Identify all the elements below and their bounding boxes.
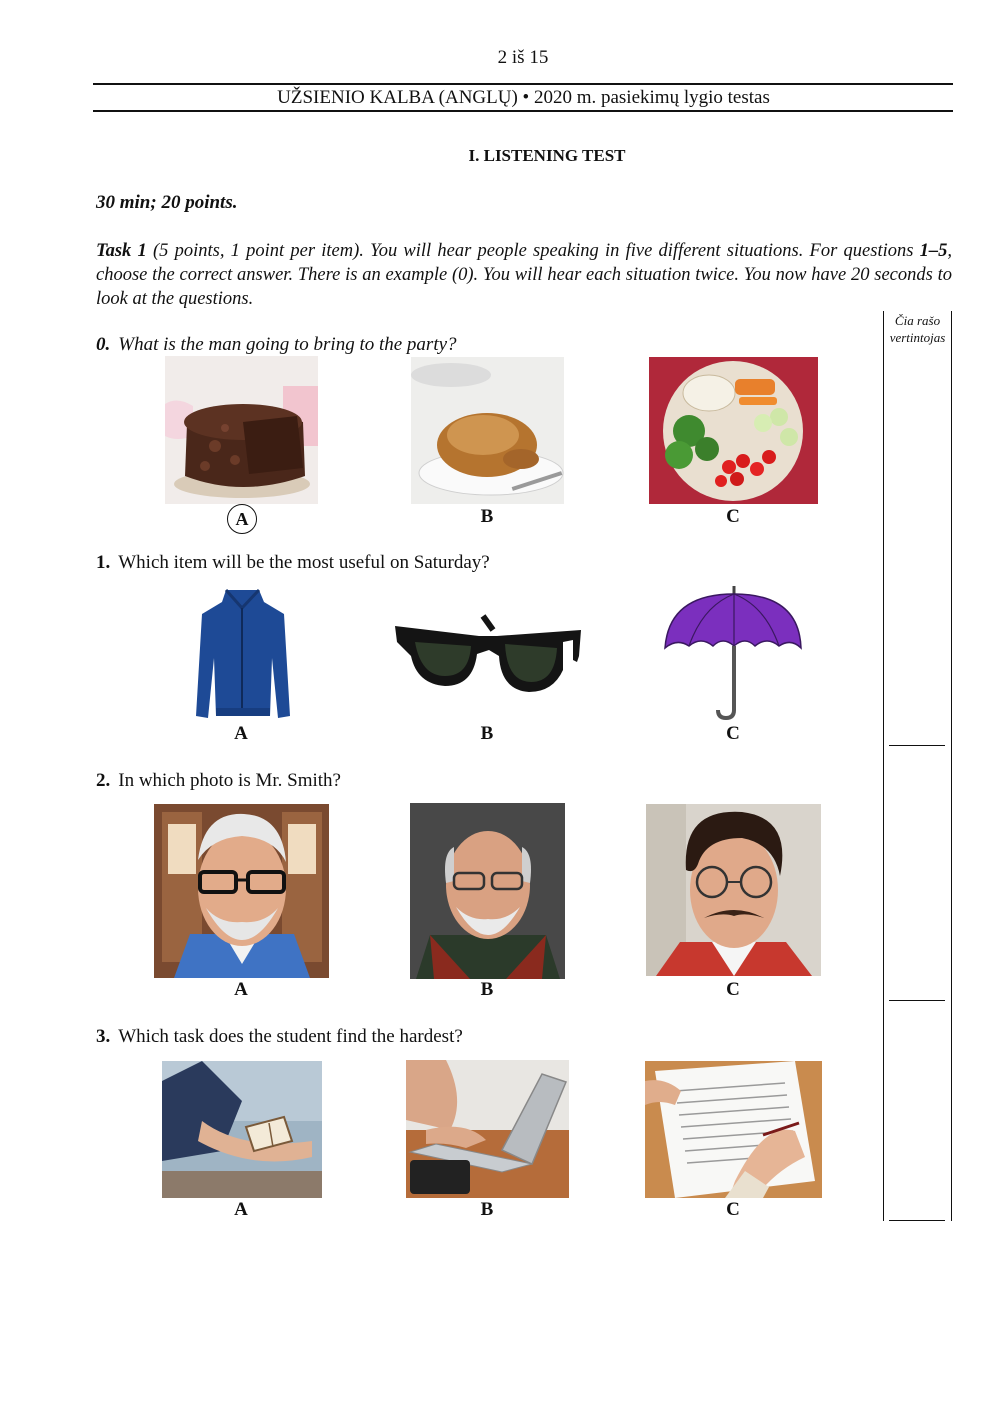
man-mustache-round-glasses-photo[interactable] bbox=[646, 804, 821, 976]
option-3c-label[interactable]: C bbox=[726, 1199, 740, 1220]
option-0a-circled-label[interactable]: A bbox=[227, 504, 257, 534]
option-1a-label[interactable]: A bbox=[234, 723, 248, 744]
score-line-3[interactable] bbox=[889, 1220, 945, 1221]
question-0-text: What is the man going to bring to the party? bbox=[118, 334, 457, 355]
purple-umbrella-image[interactable] bbox=[663, 586, 803, 722]
question-2-number: 2. bbox=[96, 770, 111, 791]
score-line-2[interactable] bbox=[889, 1000, 945, 1001]
question-1 bbox=[96, 552, 490, 574]
task-label: Task 1 bbox=[96, 241, 147, 261]
task-line2c: , choose the correct answer. There is an example (0). You will hear each situation twice. You bbox=[96, 241, 953, 285]
question-0-number: 0. bbox=[96, 334, 111, 355]
question-2 bbox=[96, 770, 341, 792]
grader-label-line1: Čia rašo bbox=[894, 313, 941, 328]
grader-label-line2: vertintojas bbox=[889, 330, 946, 345]
option-1b-label[interactable]: B bbox=[480, 723, 494, 744]
man-white-hair-glasses-photo[interactable] bbox=[154, 804, 329, 978]
question-1-number: 1. bbox=[96, 552, 111, 573]
option-2b-label[interactable]: B bbox=[480, 979, 494, 1000]
reading-book-photo[interactable] bbox=[162, 1061, 322, 1198]
option-3a-label[interactable]: A bbox=[234, 1199, 248, 1220]
roast-chicken-image[interactable] bbox=[411, 357, 564, 504]
task-line1: You will hear people speaking in five different situations. For bbox=[363, 241, 838, 261]
task-line2b: 1–5 bbox=[919, 241, 948, 261]
chocolate-cake-image[interactable] bbox=[165, 356, 318, 504]
blue-jacket-image[interactable] bbox=[194, 588, 291, 722]
grader-label bbox=[883, 312, 952, 346]
header-top-rule bbox=[93, 83, 953, 85]
question-0 bbox=[96, 334, 457, 356]
grader-column bbox=[883, 311, 952, 1221]
score-line-1[interactable] bbox=[889, 745, 945, 746]
task-line3: now have 20 seconds to look at the questions. bbox=[96, 265, 953, 309]
header-title: UŽSIENIO KALBA (ANGLŲ) • 2020 m. pasiekimų lygio testas bbox=[277, 87, 770, 108]
question-3 bbox=[96, 1026, 463, 1048]
vegetable-platter-image[interactable] bbox=[649, 357, 818, 504]
question-1-text: Which item will be the most useful on Saturday? bbox=[118, 552, 490, 573]
question-2-text: In which photo is Mr. Smith? bbox=[118, 770, 341, 791]
timing-text: 30 min; 20 points. bbox=[96, 192, 238, 213]
task-line2a: questions bbox=[843, 241, 920, 261]
option-2a-label[interactable]: A bbox=[234, 979, 248, 1000]
question-3-text: Which task does the student find the hardest? bbox=[118, 1026, 463, 1047]
option-2c-label[interactable]: C bbox=[726, 979, 740, 1000]
task-points: (5 points, 1 point per item). bbox=[152, 241, 364, 261]
sunglasses-image[interactable] bbox=[393, 612, 583, 694]
bald-man-beard-photo[interactable] bbox=[410, 803, 565, 979]
header-bottom-rule bbox=[93, 110, 953, 112]
question-3-number: 3. bbox=[96, 1026, 111, 1047]
task-instructions bbox=[96, 239, 952, 311]
laptop-typing-photo[interactable] bbox=[406, 1060, 569, 1198]
option-3b-label[interactable]: B bbox=[480, 1199, 494, 1220]
writing-on-paper-photo[interactable] bbox=[645, 1061, 822, 1198]
section-title: I. LISTENING TEST bbox=[468, 146, 626, 165]
option-0b-label[interactable]: B bbox=[480, 506, 494, 527]
option-1c-label[interactable]: C bbox=[726, 723, 740, 744]
option-0c-label[interactable]: C bbox=[726, 506, 740, 527]
page-number: 2 iš 15 bbox=[497, 47, 549, 68]
